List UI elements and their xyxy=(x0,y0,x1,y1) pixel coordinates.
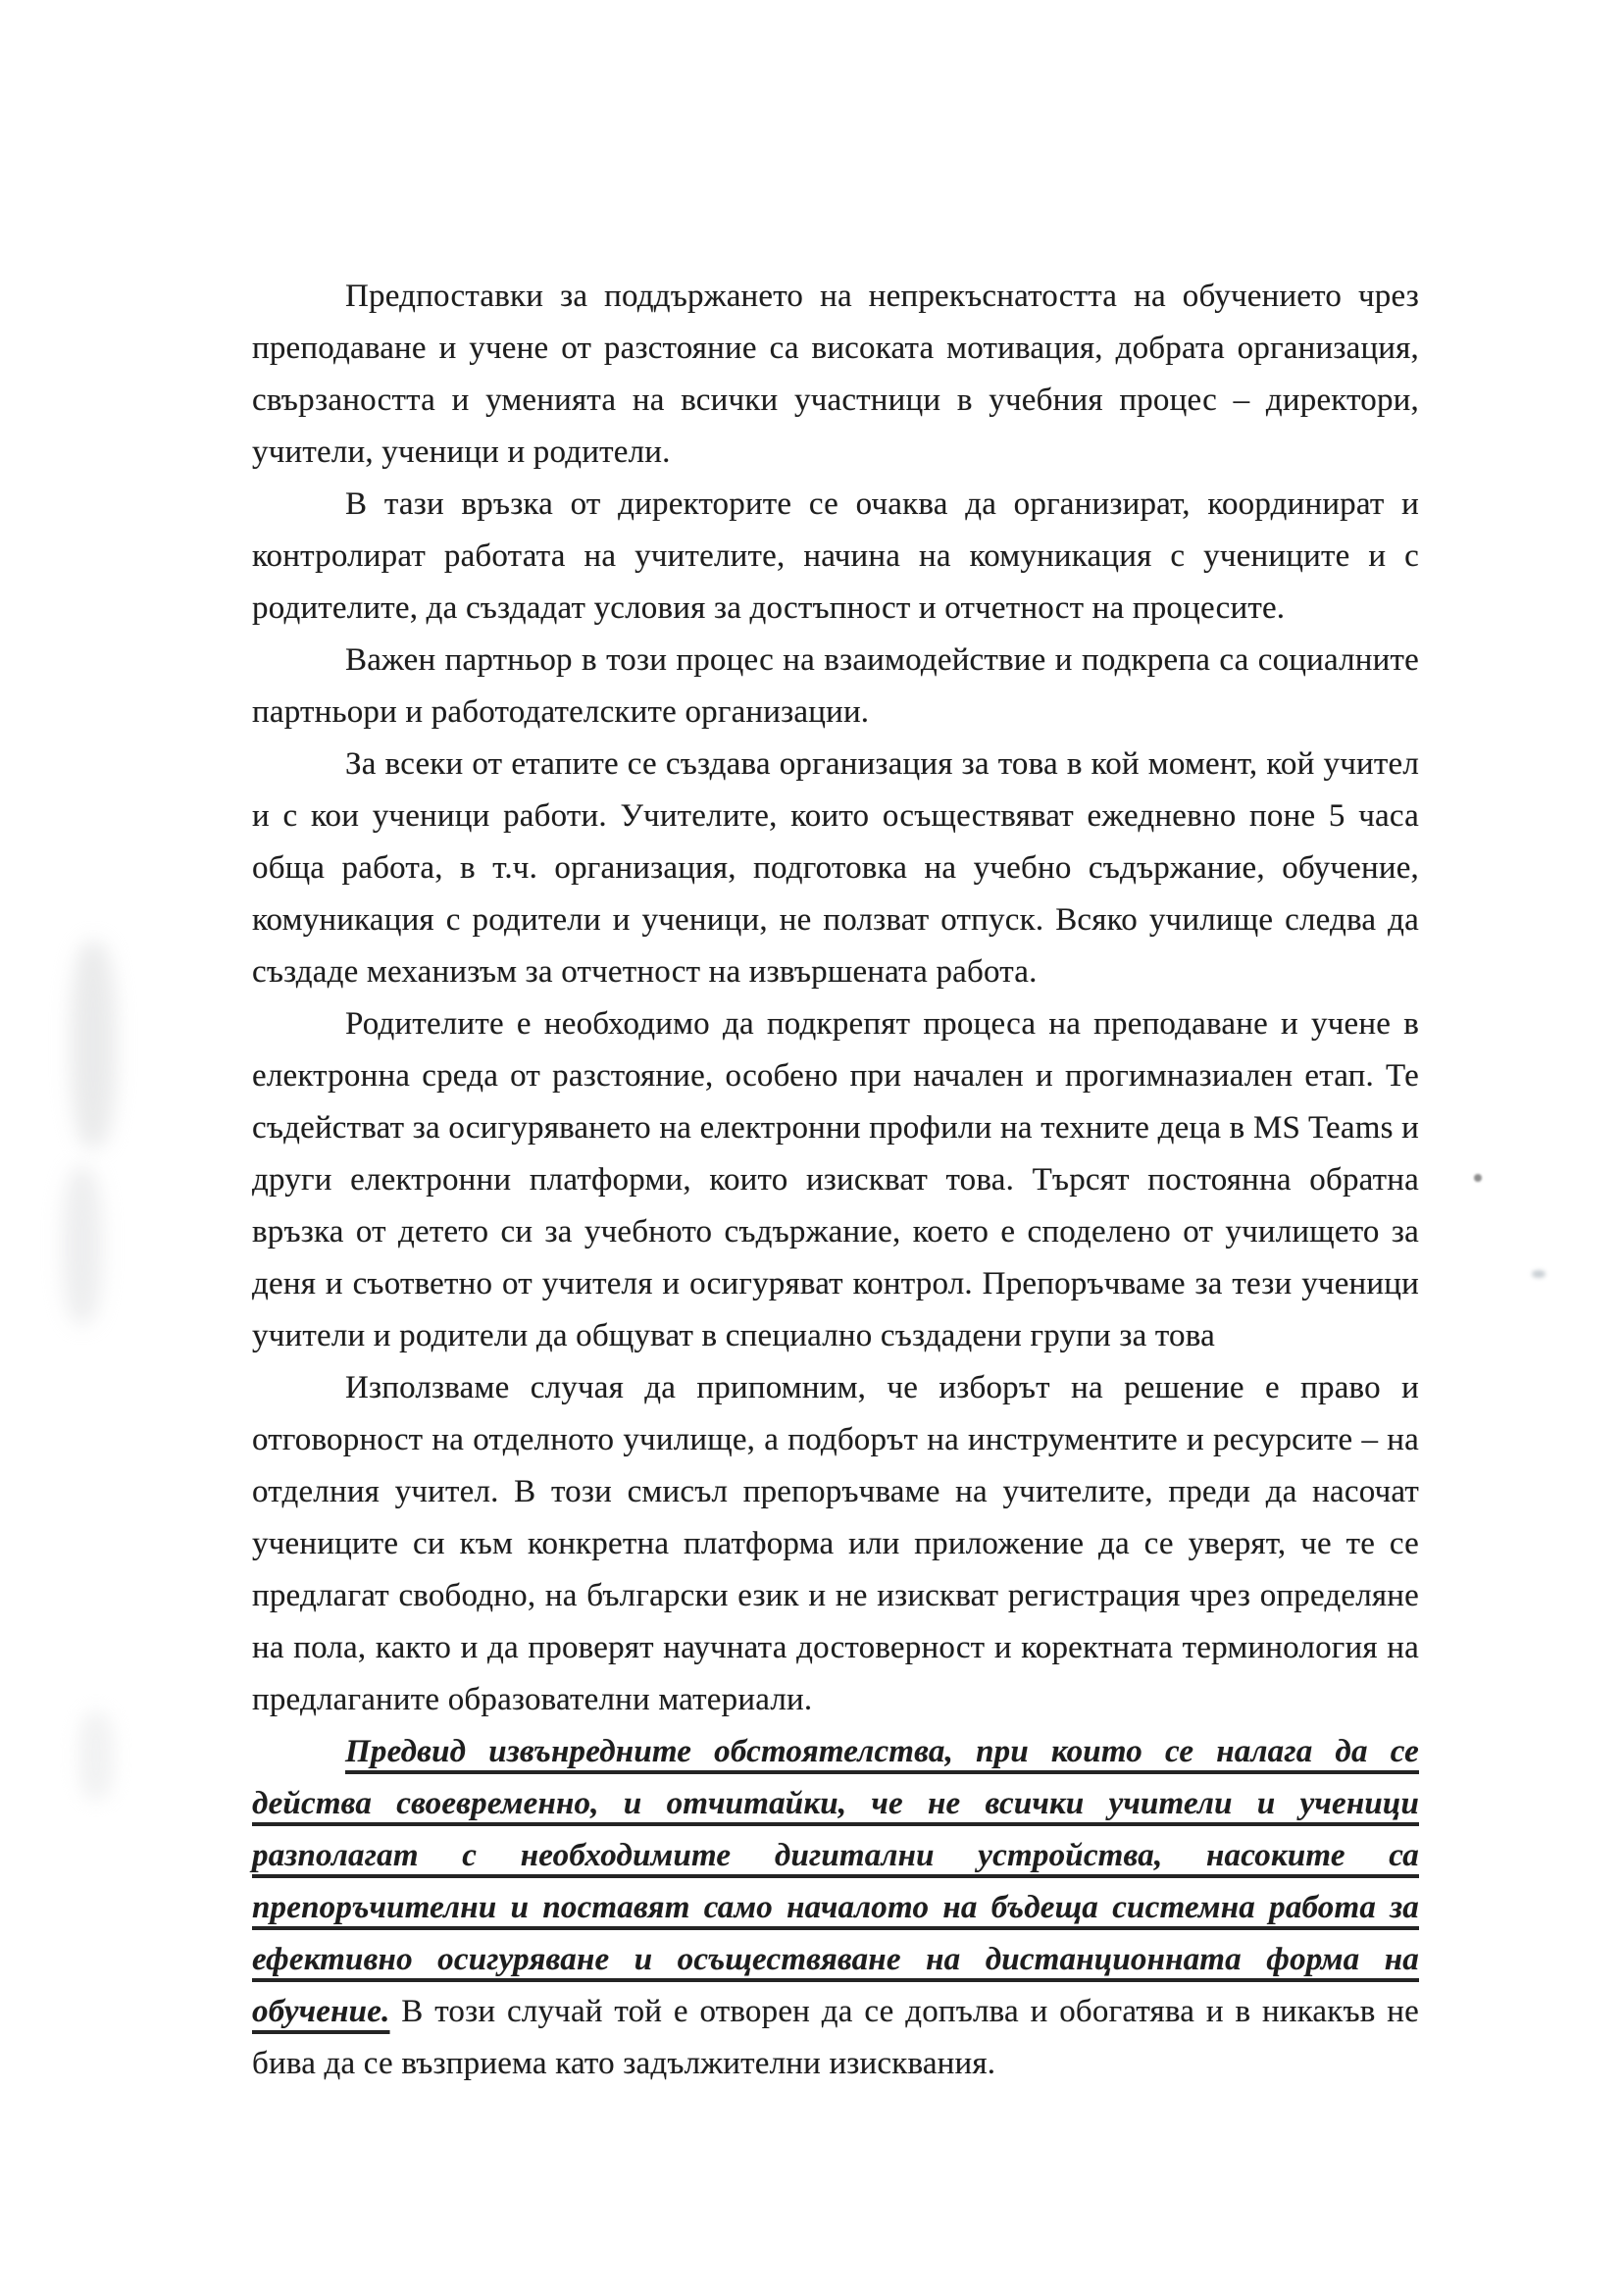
paragraph-text: Родителите е необходимо да подкрепят процеса на преподаване и учене в електронна среда от разстояние, особено при начален и прогимназиален етап. Те съдействат за осигуряването на електронни профили на техните деца в MS Teams и други електронни платформи, които изискват това. Търсят постоянна обратна връзка от детето си за учебното съдържание, което е споделено от училището за деня и съответно от учителя и осигуряват контрол. Препоръчваме за тези ученици учители и родители да общуват в специално създадени групи за това xyxy=(252,1006,1419,1353)
paragraph xyxy=(252,1362,1419,1726)
paragraph xyxy=(252,271,1419,479)
scan-smudge xyxy=(63,1167,102,1324)
document-body xyxy=(252,271,1419,2090)
paragraph xyxy=(252,998,1419,1362)
paragraph-text: В тази връзка от директорите се очаква да организират, координират и контролират работата на учителите, начина на комуникация с учениците и с родителите, да създадат условия за достъпност и отчетност на процесите. xyxy=(252,486,1419,626)
paragraph xyxy=(252,739,1419,998)
scan-smudge xyxy=(71,942,116,1147)
scan-speck xyxy=(1532,1270,1546,1278)
paragraph-text: В този случай той е отворен да се допълва и обогатява и в никакъв не бива да се възприема като задължителни изисквания. xyxy=(252,1994,1419,2081)
paragraph xyxy=(252,479,1419,635)
paragraph-text: За всеки от етапите се създава организация за това в кой момент, кой учител и с кои ученици работи. Учителите, които осъществяват ежедневно поне 5 часа обща работа, в т.ч. организация, подготовка на учебно съдържание, обучение, комуникация с родители и ученици, не ползват отпуск. Всяко училище следва да създаде механизъм за отчетност на извършената работа. xyxy=(252,746,1419,990)
paragraph xyxy=(252,635,1419,739)
emphasized-underlined-text: Предвид извънредните обстоятелства, при които се налага да се действа своевременно, и отчитайки, че не всички учители и ученици разполагат с необходимите дигитални устройства, насоките са препоръчителни и поставят само началото на бъдеща системна работа за ефективно осигуряване и осъществяване на дистанционната форма на обучение. xyxy=(252,1734,1419,2029)
paragraph-text: Предпоставки за поддържането на непрекъснатостта на обучението чрез преподаване и учене от разстояние са високата мотивация, добрата организация, свързаността и уменията на всички участници в учебния процес – директори, учители, ученици и родители. xyxy=(252,279,1419,470)
scan-speck xyxy=(1474,1174,1482,1182)
paragraph-text: Използваме случая да припомним, че изборът на решение е право и отговорност на отделното училище, а подборът на инструментите и ресурсите – на отделния учител. В този смисъл препоръчваме на учителите, преди да насочат учениците си към конкретна платформа или приложение да се уверят, че те се предлагат свободно, на български език и не изискват регистрация чрез определяне на пола, както и да проверят научната достоверност и коректната терминология на предлаганите образователни материали. xyxy=(252,1370,1419,1717)
paragraph xyxy=(252,1726,1419,2090)
scan-smudge xyxy=(78,1711,114,1800)
paragraph-text: Важен партньор в този процес на взаимодействие и подкрепа са социалните партньори и работодателските организации. xyxy=(252,642,1419,730)
